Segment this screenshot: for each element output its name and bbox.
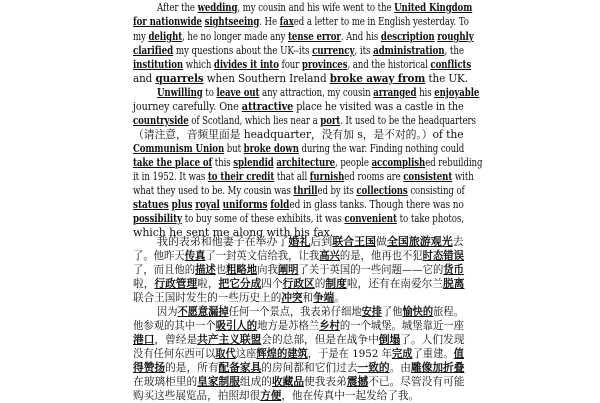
text-run: ed by its	[317, 184, 357, 197]
vocabulary-keyword: 安排	[361, 306, 383, 318]
chinese-line	[133, 389, 419, 403]
text-run: （请注意，音频里面是 headquarter，没有加 s，是不对的。）of the	[133, 128, 464, 141]
vocabulary-keyword: 辉煌的建筑	[256, 348, 308, 360]
vocabulary-keyword: take the place of	[133, 156, 213, 169]
vocabulary-keyword: 制度	[325, 278, 347, 290]
english-line	[133, 212, 464, 226]
vocabulary-keyword: 震撼	[346, 376, 369, 388]
text-run: which he sent me along with his fax.	[133, 226, 334, 239]
text-run: and	[133, 72, 156, 85]
english-line	[133, 58, 471, 72]
vocabulary-keyword: 脱离	[443, 278, 465, 290]
text-run: place he visited was a castle in the	[293, 100, 464, 113]
vocabulary-keyword: 雕像加折叠	[410, 362, 465, 374]
vocabulary-keyword: 一致的	[357, 362, 390, 374]
text-run: 向我	[257, 264, 278, 276]
vocabulary-keyword: 高兴	[319, 250, 340, 262]
vocabulary-keyword: delight	[148, 30, 183, 43]
vocabulary-keyword: clarified	[133, 44, 174, 57]
text-run: 做	[376, 236, 387, 248]
vocabulary-keyword: 粗略地	[226, 264, 258, 276]
text-run: ed a letter to me in English yesterday. To	[293, 15, 469, 28]
vocabulary-keyword: conflicts	[430, 58, 472, 71]
text-run: 的一个城堡。城堡靠近一座	[339, 320, 464, 332]
text-run: ed rebuilding	[425, 156, 483, 169]
english-line	[133, 142, 464, 156]
vocabulary-keyword: Unwilling	[157, 86, 203, 99]
text-run: 了关于英国的一些问题——它的	[298, 264, 444, 276]
vocabulary-keyword: thrill	[293, 184, 318, 197]
vocabulary-keyword: 皇家制服	[197, 376, 240, 388]
text-run: ，于是在 1952 年	[307, 348, 392, 360]
vocabulary-keyword: United Kingdom	[394, 1, 473, 14]
english-line	[133, 156, 482, 170]
vocabulary-keyword: currency	[312, 44, 355, 57]
text-run: this	[212, 156, 234, 169]
vocabulary-keyword: provinces	[301, 58, 348, 71]
text-run: it in 1952. It was	[133, 170, 208, 183]
text-run: 他参观的其中一个	[133, 320, 216, 332]
text-run: 任何一个景点，我表弟仔细地	[228, 306, 362, 318]
vocabulary-keyword: port	[320, 114, 341, 127]
text-run: ，他在传真中一起发给了我。	[281, 390, 420, 402]
text-run: 的是，他再也不犯	[339, 250, 423, 262]
vocabulary-keyword: 得赞扬	[133, 362, 166, 374]
text-run: to	[202, 86, 217, 99]
chinese-line	[133, 375, 464, 389]
text-run: 四个	[261, 278, 283, 290]
chinese-line	[133, 333, 464, 347]
vocabulary-keyword: fold	[270, 198, 290, 211]
vocabulary-keyword: leave out	[216, 86, 260, 99]
english-line	[133, 170, 474, 184]
text-run: 的	[314, 278, 326, 290]
text-run: , my cousin and his wife went to the	[237, 1, 395, 14]
text-run: 旅程。	[433, 306, 464, 318]
vocabulary-keyword: statues	[133, 198, 169, 211]
vocabulary-keyword: enjoyable	[434, 86, 480, 99]
vocabulary-keyword: arranged	[373, 86, 417, 99]
text-run: 也	[215, 264, 227, 276]
text-run: 的房间都和它们过去	[261, 362, 358, 374]
vocabulary-keyword: attractive	[241, 100, 294, 113]
vocabulary-keyword: 联合王国	[332, 236, 377, 248]
vocabulary-keyword: description	[380, 30, 435, 43]
vocabulary-keyword: broke away from	[329, 72, 426, 85]
text-run: with	[452, 170, 474, 183]
english-line	[133, 72, 468, 86]
english-line	[157, 1, 472, 15]
vocabulary-keyword: uniforms	[222, 198, 268, 211]
text-run: 了他	[382, 306, 403, 318]
vocabulary-keyword: convenient	[344, 212, 397, 225]
text-run: , he no longer made any	[182, 30, 289, 43]
text-run: 后到	[310, 236, 333, 248]
vocabulary-keyword: for nationwide	[133, 15, 202, 28]
text-run: when Southern Ireland	[203, 72, 330, 85]
vocabulary-keyword: 方便	[260, 390, 282, 402]
vocabulary-keyword: 不愿意漏掉	[177, 306, 229, 318]
text-run: the UK.	[425, 72, 468, 85]
text-run: which	[183, 58, 214, 71]
text-run: during the war. Finding nothing could	[298, 142, 465, 155]
text-run: , its	[354, 44, 374, 57]
text-run: , and the historical	[347, 58, 431, 71]
vocabulary-keyword: 时态错误	[422, 250, 464, 262]
text-run: . It used to be the headquarters	[340, 114, 476, 127]
chinese-line	[133, 319, 464, 333]
vocabulary-keyword: splendid	[233, 156, 274, 169]
text-run: 去	[452, 236, 464, 248]
vocabulary-keyword: Communism Union	[133, 142, 225, 155]
vocabulary-keyword: 行政区	[282, 278, 315, 290]
english-line	[133, 198, 464, 212]
text-run: 没有任何东西可以	[133, 348, 216, 360]
text-run: . And his	[340, 30, 381, 43]
vocabulary-keyword: countryside	[133, 114, 189, 127]
vocabulary-keyword: wedding	[197, 1, 238, 14]
text-run: my	[133, 30, 149, 43]
english-line	[133, 30, 474, 44]
text-run: what they used to be. My cousin was	[133, 184, 294, 197]
vocabulary-keyword: 完成	[391, 348, 413, 360]
vocabulary-keyword: 取代	[215, 348, 236, 360]
vocabulary-keyword: plus	[171, 198, 193, 211]
vocabulary-keyword: accomplish	[371, 156, 426, 169]
text-run: 了重建。	[412, 348, 454, 360]
text-run: , the	[444, 44, 464, 57]
vocabulary-keyword: 冲突	[281, 292, 303, 304]
chinese-line	[133, 361, 464, 375]
text-run: 在玻璃柜里的	[133, 376, 198, 388]
text-run: journey carefully. One	[133, 100, 242, 113]
text-run: 购买这些展览品，拍照却很	[133, 390, 261, 402]
vocabulary-keyword: 值	[453, 348, 464, 360]
text-run: 。	[334, 292, 345, 304]
english-line	[133, 114, 476, 128]
vocabulary-keyword: 描述	[195, 264, 216, 276]
vocabulary-keyword: 全国旅游观光	[386, 236, 453, 248]
vocabulary-keyword: 货币	[443, 264, 464, 276]
vocabulary-keyword: broke down	[243, 142, 299, 155]
text-run: 这座	[235, 348, 257, 360]
vocabulary-keyword: quarrels	[155, 72, 204, 85]
text-run: ed in glass tanks. Though there was no	[289, 198, 464, 211]
text-run: 组成的	[239, 376, 272, 388]
text-run: 啦，	[197, 278, 219, 290]
vocabulary-keyword: 港口	[133, 334, 155, 346]
text-run: to take photos,	[396, 212, 464, 225]
text-run: my questions about the UK--its	[173, 44, 313, 57]
vocabulary-keyword: fax	[279, 15, 294, 28]
chinese-line	[157, 305, 464, 319]
text-run: 和	[302, 292, 314, 304]
chinese-line	[133, 249, 464, 263]
text-run: 因为	[157, 306, 178, 318]
chinese-line	[157, 235, 464, 249]
vocabulary-keyword: tense error	[288, 30, 341, 43]
vocabulary-keyword: 愉快的	[402, 306, 434, 318]
text-run: 啦，还有在南爱尔兰	[346, 278, 444, 290]
text-run: his	[416, 86, 435, 99]
chinese-line	[133, 263, 464, 277]
text-run: 。由	[389, 362, 411, 374]
vocabulary-keyword: 吸引人的	[215, 320, 258, 332]
vocabulary-keyword: 收藏品	[271, 376, 305, 388]
english-line	[133, 128, 464, 142]
text-run: , people	[335, 156, 372, 169]
text-run: 的是，所有	[165, 362, 219, 374]
english-line	[157, 86, 479, 100]
text-run: consisting of	[407, 184, 465, 197]
vocabulary-keyword: royal	[195, 198, 220, 211]
vocabulary-keyword: possibility	[133, 212, 183, 225]
text-run: ，曾经是	[154, 334, 198, 346]
text-run: four	[278, 58, 302, 71]
text-run: 联合王国时发生的一些历史上的	[133, 292, 282, 304]
vocabulary-keyword: furnish	[309, 170, 345, 183]
vocabulary-keyword: 传真	[184, 250, 206, 262]
vocabulary-keyword: 争端	[313, 292, 335, 304]
text-run: 了一封英文信给我，让我	[205, 250, 320, 262]
vocabulary-keyword: administration	[373, 44, 445, 57]
english-line	[133, 15, 469, 29]
text-run: . He	[259, 15, 280, 28]
vocabulary-keyword: consistent	[403, 170, 453, 183]
text-run: but	[224, 142, 244, 155]
vocabulary-keyword: collections	[356, 184, 408, 197]
chinese-line	[133, 277, 464, 291]
vocabulary-keyword: sightseeing	[204, 15, 260, 28]
vocabulary-keyword: institution	[133, 58, 184, 71]
text-run: 了，而且他的	[133, 264, 196, 276]
text-run: 不已。尽管没有可能	[368, 376, 465, 388]
vocabulary-keyword: 倒塌	[378, 334, 401, 346]
vocabulary-keyword: 共产主义联盟	[197, 334, 262, 346]
english-line	[133, 184, 465, 198]
vocabulary-keyword: 乡村	[319, 320, 340, 332]
chinese-line	[133, 347, 464, 361]
vocabulary-keyword: 把它分成	[218, 278, 262, 290]
english-line	[133, 44, 464, 58]
english-line	[133, 100, 464, 114]
text-run: 会的总部，但是在战争中	[261, 334, 379, 346]
text-run: 了。他昨天	[133, 250, 185, 262]
text-run: 啦，	[133, 278, 155, 290]
vocabulary-keyword: 阐明	[277, 264, 299, 276]
text-run: ed rooms are	[344, 170, 404, 183]
chinese-line	[133, 291, 345, 305]
vocabulary-keyword: to their credit	[207, 170, 275, 183]
text-run: 了。人们发现	[400, 334, 465, 346]
text-run: 地方是苏格兰	[257, 320, 320, 332]
vocabulary-keyword: architecture	[276, 156, 336, 169]
vocabulary-keyword: 配备家具	[218, 362, 262, 374]
text-run: of Scotland, which lies near a	[188, 114, 321, 127]
vocabulary-keyword: 婚礼	[288, 236, 311, 248]
text-run: to buy some of these exhibits, it was	[182, 212, 345, 225]
text-run: that all	[274, 170, 310, 183]
vocabulary-keyword: roughly	[437, 30, 474, 43]
vocabulary-keyword: 行政管理	[154, 278, 198, 290]
vocabulary-keyword: divides it into	[213, 58, 279, 71]
text-run: any attraction, my cousin	[259, 86, 374, 99]
text-run: 我的表弟和他妻子在举办了	[157, 236, 289, 248]
text-run: 使我表弟	[304, 376, 347, 388]
text-run: After the	[157, 1, 198, 14]
